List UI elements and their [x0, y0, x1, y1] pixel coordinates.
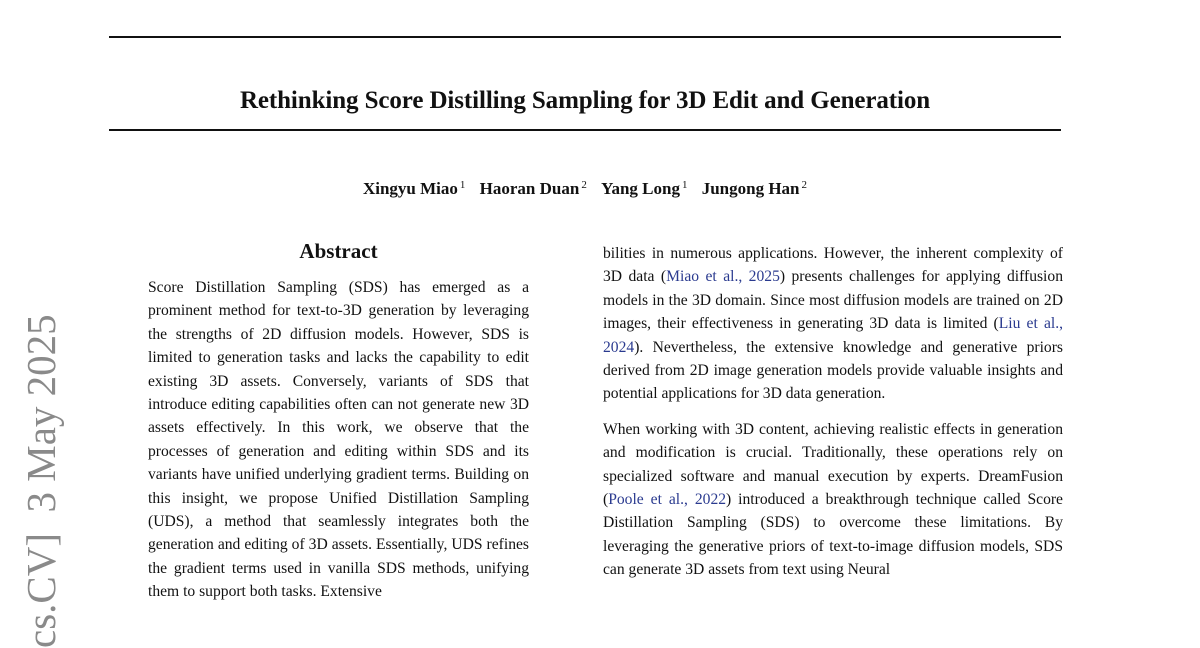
title-top-rule	[109, 36, 1061, 38]
intro-paragraph: bilities in numerous applications. However, the inherent complexity of 3D data (Miao et al., 2025) presents challenges for applying diffusion models in the 3D domain. Since most diffusion models are trained on 2D images, their effectiveness in generating 3D data is limited (Liu et al., 2024). Nevertheless, the extensive knowledge and generative priors derived from 2D image generation models provide valuable insights and potential applications for 3D data generation.	[603, 245, 1063, 403]
abstract-body: Score Distillation Sampling (SDS) has emerged as a prominent method for text-to-3D generation by leveraging the strengths of 2D diffusion models. However, SDS is limited to generation tasks and lacks the capability to edit existing 3D assets. Conversely, variants of SDS that introduce editing capabilities often can not generate new 3D assets effectively. In this work, we observe that the processes of generation and editing within SDS and its variants have unified underlying gradient terms. Building on this insight, we propose Unified Distillation Sampling (UDS), a method that seamlessly integrates both the generation and editing of 3D assets. Essentially, UDS refines the gradient terms used in vanilla SDS methods, unifying them to support both tasks. Extensive	[148, 279, 529, 601]
author: Haoran Duan $^2$	[479, 179, 587, 198]
author: Jungong Han $^2$	[701, 179, 808, 198]
paper-title: Rethinking Score Distilling Sampling for 3D Edit and Generation	[239, 86, 931, 114]
title-bottom-rule	[109, 129, 1061, 131]
arxiv-side-identifier: cs.CV] 3 May 2025	[18, 314, 64, 648]
citation-link[interactable]: Miao et al., 2025	[666, 268, 780, 286]
author-list	[0, 173, 1170, 201]
introduction-column	[603, 242, 1063, 594]
abstract-heading: Abstract	[299, 239, 378, 263]
author: Xingyu Miao $^1$	[362, 179, 466, 198]
author: Yang Long $^1$	[601, 179, 688, 198]
citation-link[interactable]: Liu et al., 2024	[603, 315, 1063, 356]
citation-link[interactable]: Poole et al., 2022	[608, 491, 727, 509]
intro-paragraph: When working with 3D content, achieving realistic effects in generation and modification is crucial. Traditionally, these operations rely on specialized software and manual execution by experts. DreamFusion (Poole et al., 2022) introduced a breakthrough technique called Score Distillation Sampling (SDS) to overcome these limitations. By leveraging the generative priors of text-to-image diffusion models, SDS can generate 3D assets from text using Neural	[603, 420, 1063, 579]
